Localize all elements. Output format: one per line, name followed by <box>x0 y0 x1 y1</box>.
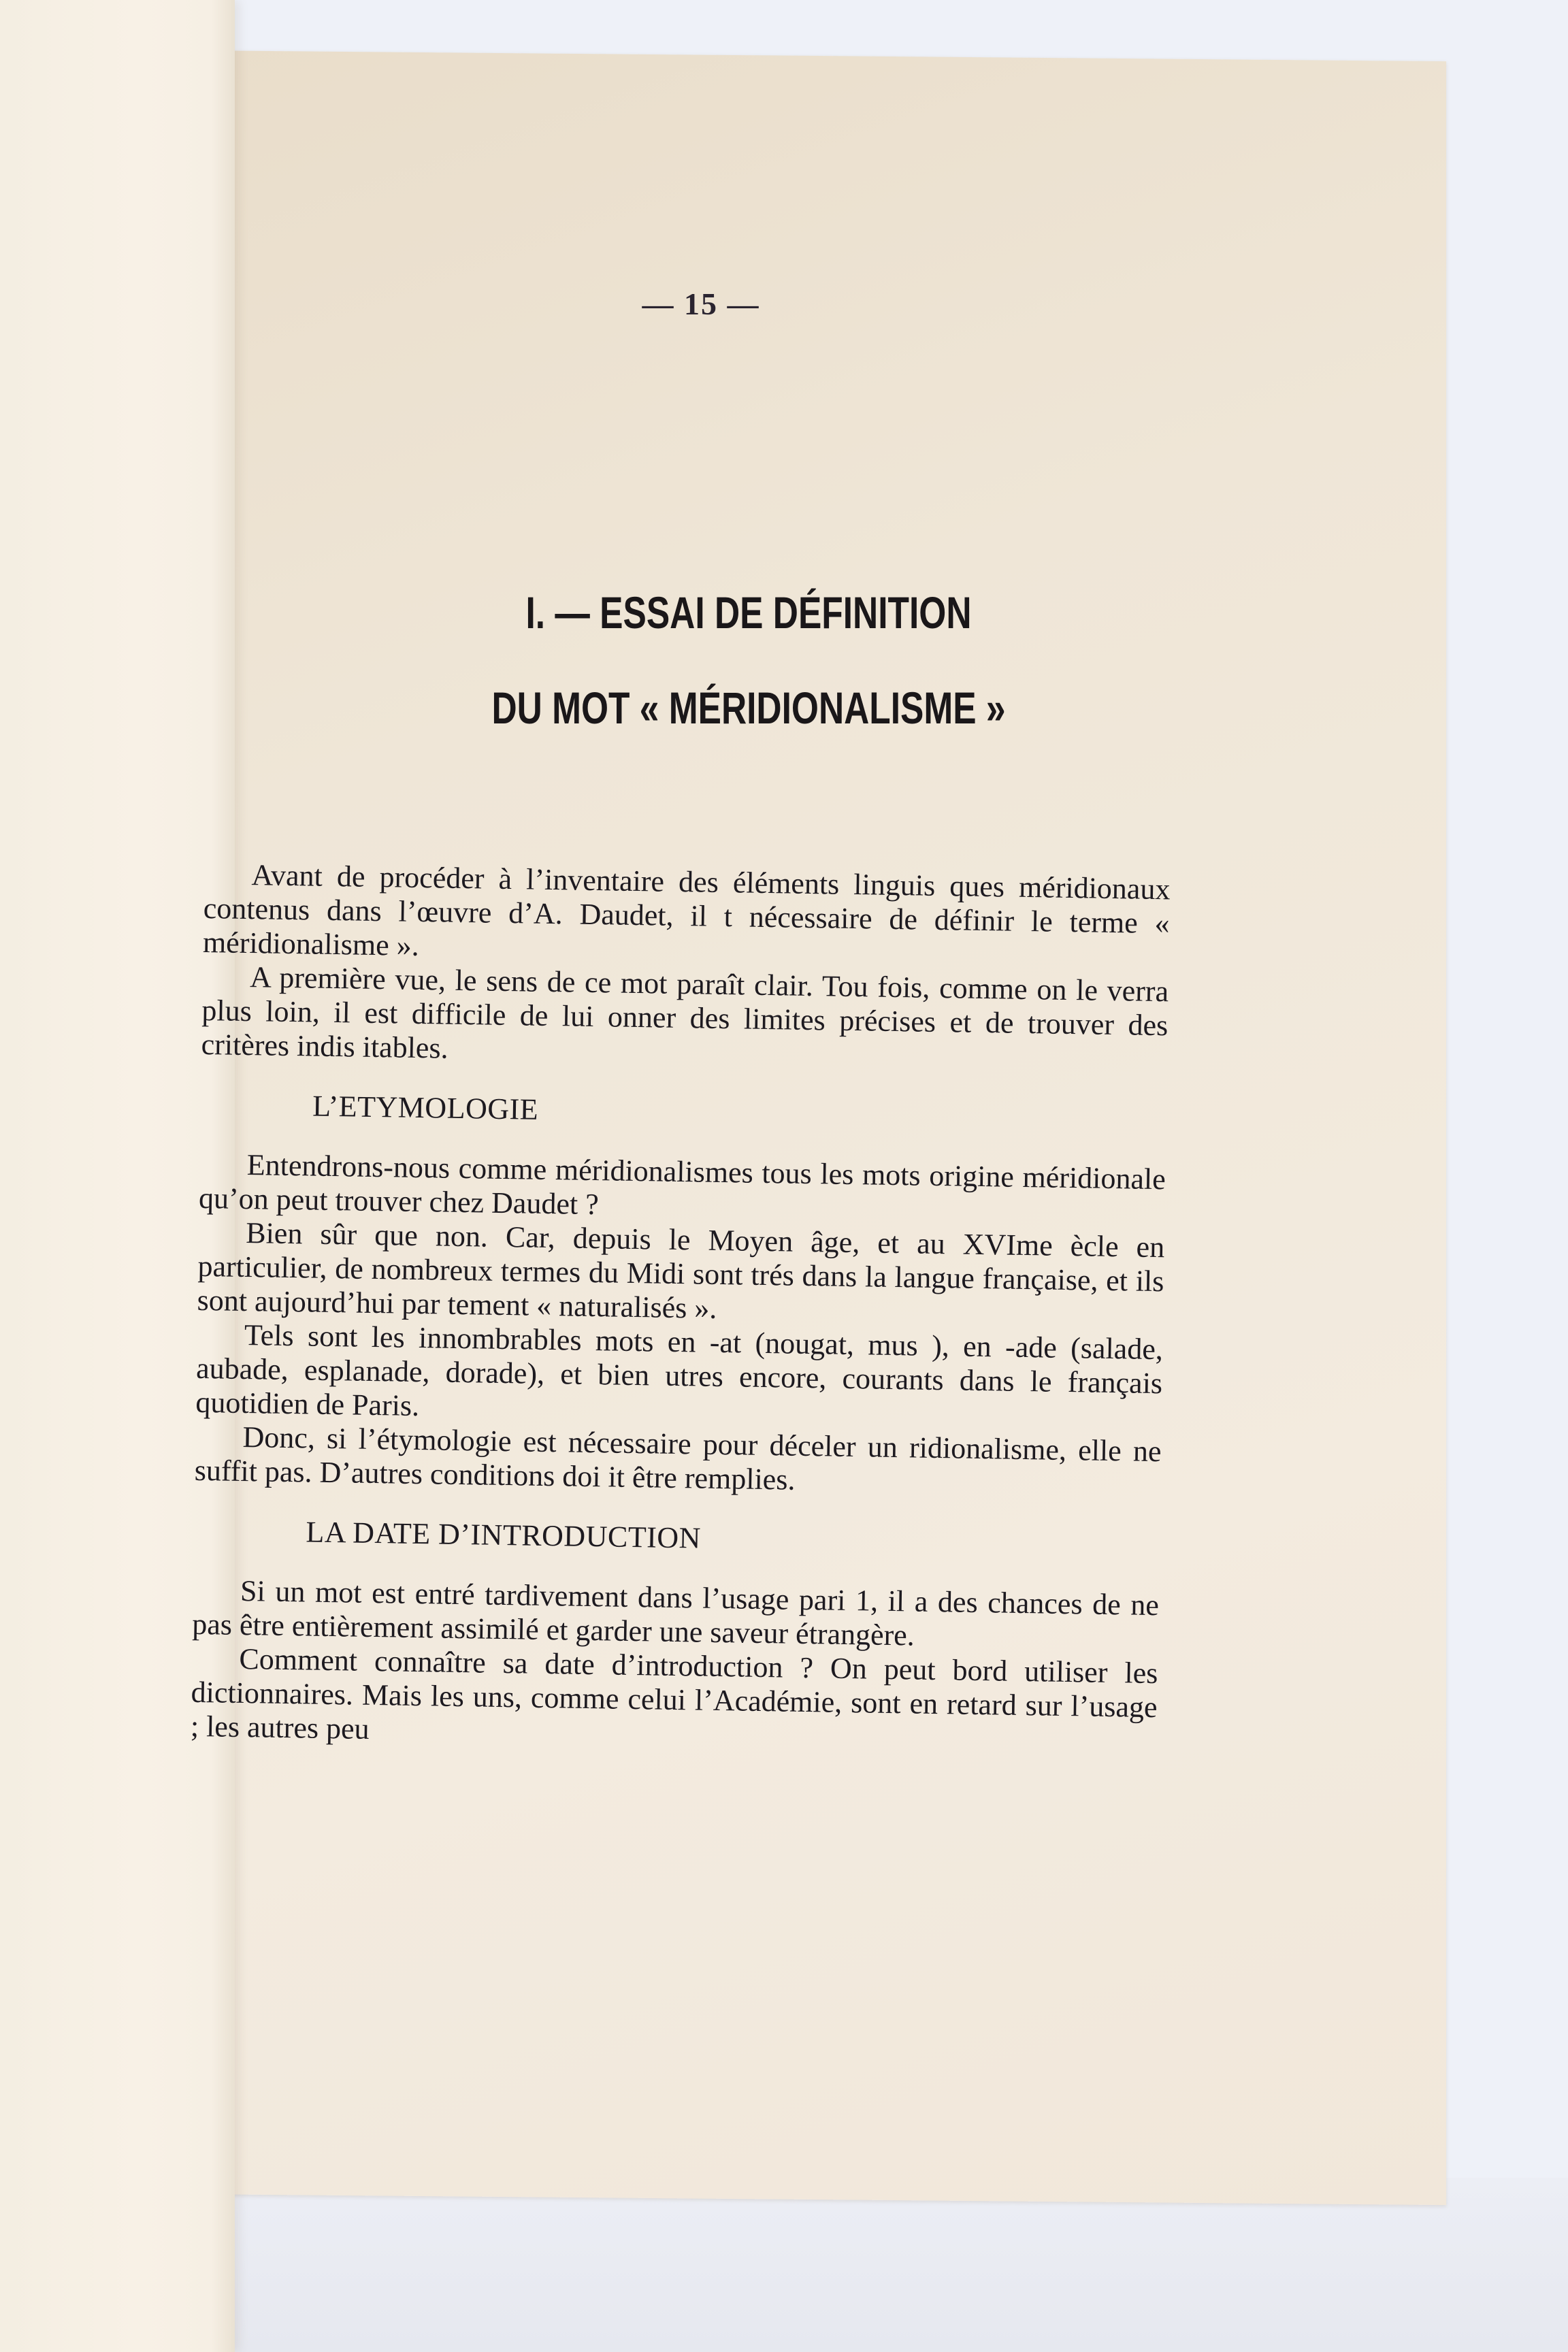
text-line: bord utiliser les dictionnaires. Mais les uns, comme celui <box>191 1653 1158 1717</box>
paragraph-etymologie-3 <box>195 1318 1163 1435</box>
text-line: t nécessaire de définir le terme « méridionalisme ». <box>202 900 1171 962</box>
text-line: trés dans la langue française, et ils sont aujourd’hui par <box>197 1258 1164 1321</box>
body-text <box>191 858 1171 1759</box>
text-line: ridionalisme, elle ne suffit pas. D’autres conditions doi <box>194 1431 1162 1494</box>
text-line: utres encore, courants dans le français quotidien de Paris. <box>195 1358 1163 1423</box>
text-line: Avant de procéder à l’inventaire des éléments linguis <box>251 858 936 902</box>
text-line: 1, il a des chances de ne pas être entièrement assimilé et <box>191 1584 1160 1647</box>
paragraph-etymologie-2 <box>197 1215 1164 1333</box>
text-line: tement « naturalisés ». <box>447 1287 717 1325</box>
text-line: origine méridionale qu’on peut trouver chez Daudet ? <box>198 1158 1166 1222</box>
page-content <box>190 0 1171 2352</box>
text-line: it être remplies. <box>608 1460 796 1497</box>
text-line: l’Académie, sont en retard sur l’usage ; les autres peu <box>190 1683 1158 1746</box>
text-line: Entendrons-nous comme méridionalismes tous les mots <box>246 1148 930 1192</box>
paragraph-date-2 <box>191 1642 1158 1759</box>
text-line: ècle en particulier, de nombreux termes du Midi sont <box>197 1229 1165 1292</box>
text-line: Si un mot est entré tardivement dans l’usage pari <box>240 1573 846 1617</box>
section-heading-date-introduction: LA DATE D’INTRODUCTION <box>306 1515 702 1555</box>
text-line: Donc, si l’étymologie est nécessaire pour déceler un <box>242 1420 910 1465</box>
text-line: fois, comme on le verra plus loin, il est difficile de lui <box>201 970 1169 1034</box>
text-line: Comment connaître sa date d’introduction ? On peut <box>239 1642 953 1687</box>
text-line: Bien sûr que non. Car, depuis le Moyen âge, et au XVIme <box>245 1216 1071 1263</box>
chapter-title-line-2: DU MOT « MÉRIDIONALISME » <box>491 683 1006 733</box>
text-line: ), en -ade (salade, aubade, esplanade, dorade), et bien <box>195 1328 1164 1392</box>
chapter-title-line-1: I. — ESSAI DE DÉFINITION <box>525 587 972 638</box>
text-line: itables. <box>362 1030 448 1065</box>
page-number: — 15 — <box>642 287 760 321</box>
paragraph-intro-1 <box>203 858 1171 975</box>
text-line: A première vue, le sens de ce mot paraît clair. Tou <box>249 960 869 1004</box>
text-line: garder une saveur étrangère. <box>575 1613 915 1652</box>
text-line: ques méridionaux contenus dans l’œuvre d’A. Daudet, il <box>203 869 1171 934</box>
paragraph-etymologie-4 <box>194 1420 1161 1503</box>
chapter-title <box>457 565 1041 755</box>
section-heading-etymologie: L’ETYMOLOGIE <box>312 1089 539 1126</box>
text-line: Tels sont les innombrables mots en -at (nougat, mus <box>244 1318 919 1362</box>
text-line: onner des limites précises et de trouver des critères indis <box>201 1000 1169 1064</box>
paragraph-intro-2 <box>201 960 1169 1077</box>
